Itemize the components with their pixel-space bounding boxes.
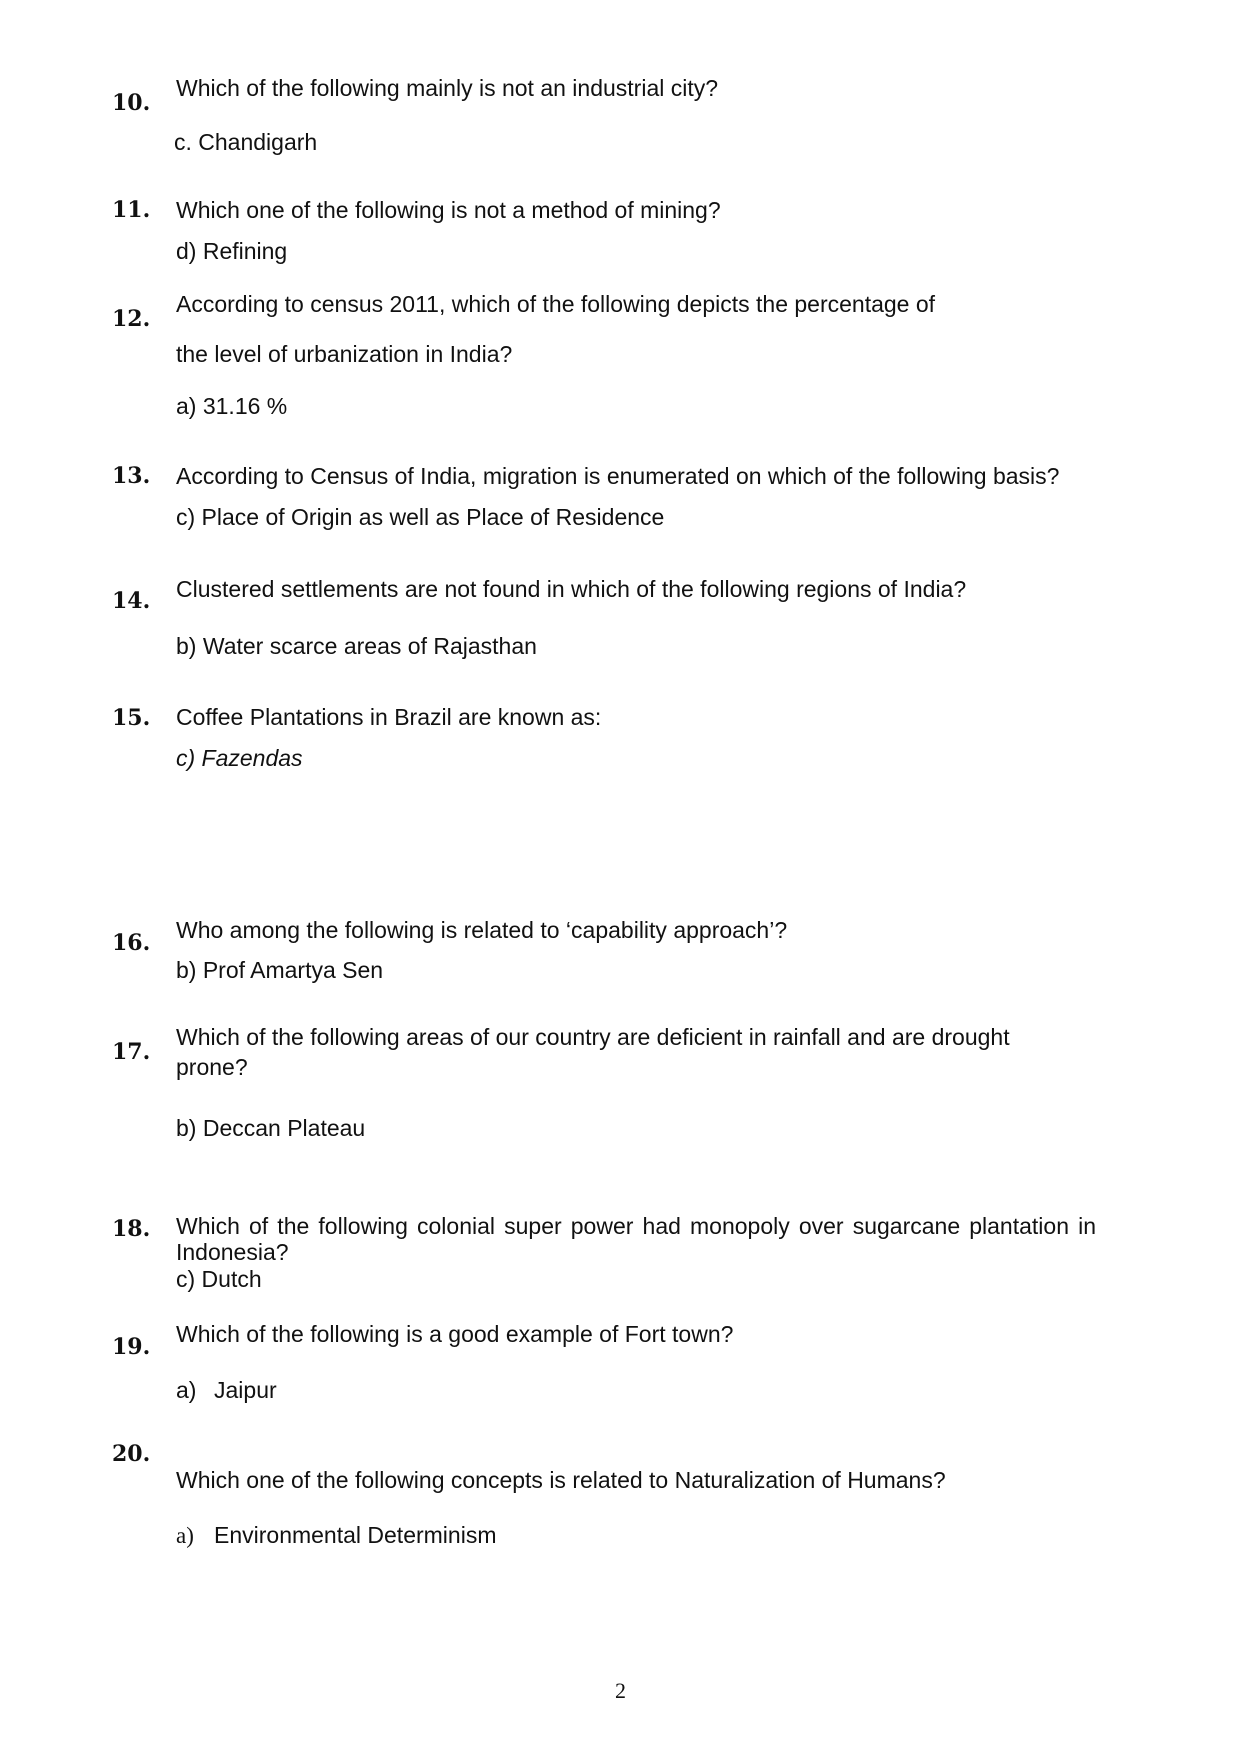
question-number: 11. [112, 197, 151, 223]
question-number: 20. [112, 1441, 151, 1467]
answer-label: a) [176, 1523, 194, 1548]
question-number: 12. [112, 306, 151, 332]
answer-text: b) Water scarce areas of Rajasthan [176, 633, 537, 659]
question-number: 15. [112, 705, 151, 731]
question-text: Which one of the following concepts is related to Naturalization of Humans? [176, 1467, 946, 1493]
question-number: 14. [112, 588, 151, 614]
question-text: Which of the following is a good example of Fort town? [176, 1321, 734, 1347]
question-text: Which of the following colonial super power had monopoly over sugarcane plantation in Indonesia? [176, 1213, 1096, 1265]
answer-item [176, 1521, 496, 1550]
answer-text: c. Chandigarh [174, 129, 318, 155]
question-text: Which of the following areas of our country are deficient in rainfall and are drought prone? [176, 1024, 1010, 1080]
answer-text: c) Place of Origin as well as Place of Residence [176, 504, 665, 530]
question-number: 19. [112, 1334, 151, 1360]
answer-text: Jaipur [214, 1377, 277, 1403]
question-text: Which of the following mainly is not an industrial city? [176, 75, 719, 101]
question-text: Who among the following is related to ‘capability approach’? [176, 917, 788, 943]
question-text: Which one of the following is not a method of mining? [176, 197, 721, 223]
question-text: Coffee Plantations in Brazil are known as: [176, 704, 602, 730]
question-text: Clustered settlements are not found in which of the following regions of India? [176, 576, 967, 602]
answer-text: b) Prof Amartya Sen [176, 957, 384, 983]
question-number: 18. [112, 1216, 151, 1242]
answer-text: d) Refining [176, 238, 288, 264]
answer-text: b) Deccan Plateau [176, 1115, 366, 1141]
question-number: 13. [112, 463, 151, 489]
question-number: 16. [112, 930, 151, 956]
question-number: 10. [112, 90, 151, 116]
answer-text: a) 31.16 % [176, 393, 288, 419]
answer-item [176, 1376, 277, 1404]
question-number: 17. [112, 1039, 151, 1065]
answer-text: c) Fazendas [176, 745, 303, 771]
answer-label: a) [176, 1377, 197, 1403]
question-text: According to Census of India, migration is enumerated on which of the following basis? [176, 463, 1060, 489]
page-number: 2 [615, 1678, 626, 1703]
answer-text: Environmental Determinism [214, 1522, 497, 1548]
question-text-line: the level of urbanization in India? [176, 341, 513, 367]
answer-text: c) Dutch [176, 1266, 262, 1292]
question-text-line: According to census 2011, which of the following depicts the percentage of [176, 291, 936, 317]
